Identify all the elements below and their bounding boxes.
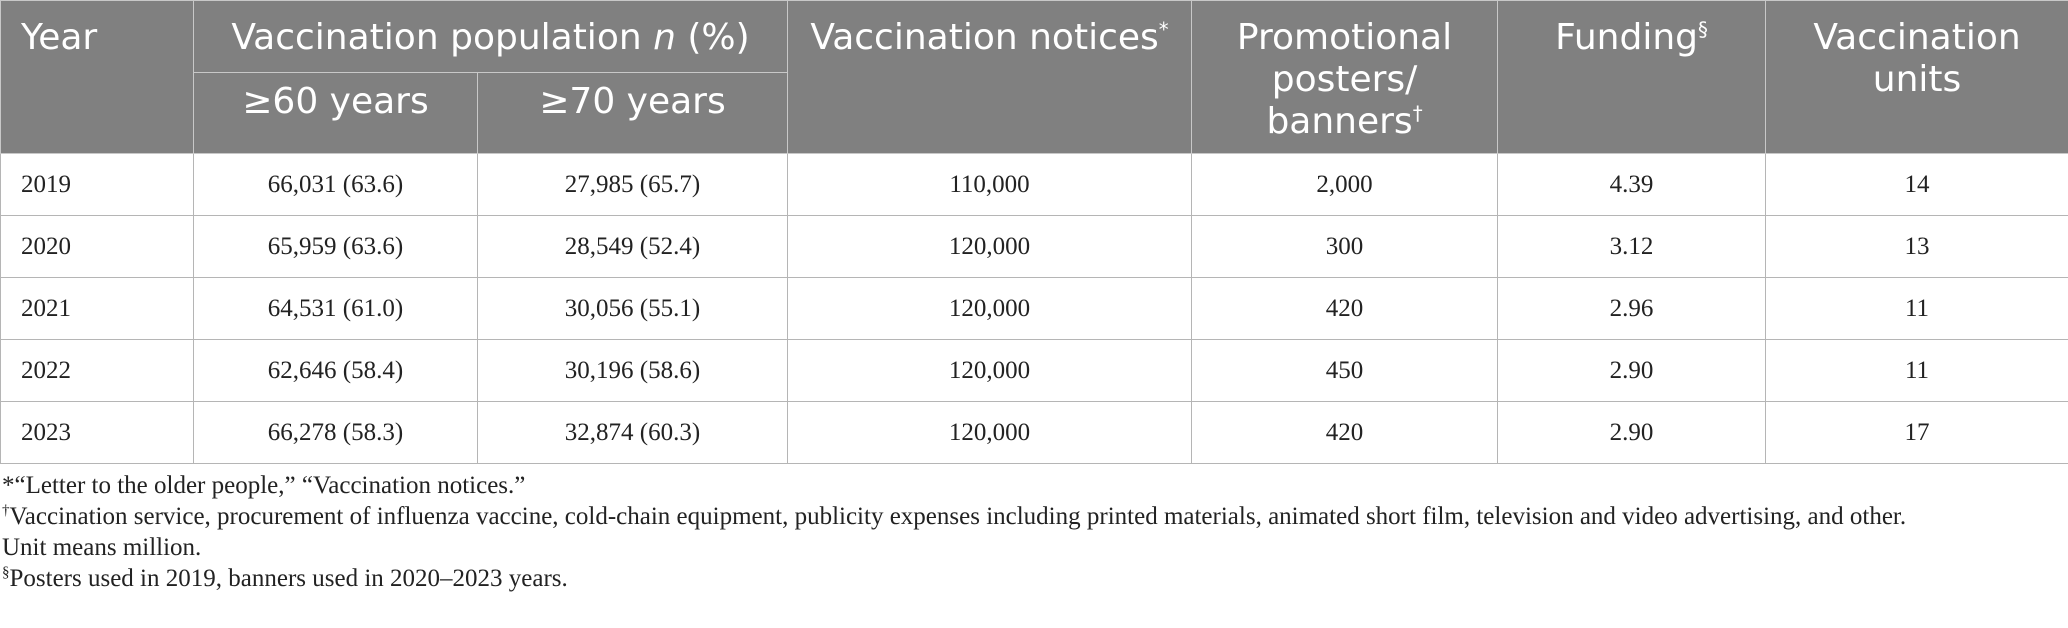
cell-funding: 3.12 — [1498, 216, 1766, 278]
cell-age60: 66,031 (63.6) — [194, 154, 478, 216]
cell-age70: 28,549 (52.4) — [478, 216, 788, 278]
cell-posters: 420 — [1192, 278, 1498, 340]
table-header — [1, 1, 2068, 154]
table-row — [1, 278, 2068, 340]
cell-age60: 62,646 (58.4) — [194, 340, 478, 402]
cell-year: 2019 — [1, 154, 194, 216]
cell-units: 14 — [1766, 154, 2068, 216]
cell-units: 17 — [1766, 402, 2068, 464]
header-promotional-materials: Promotional posters/ banners† — [1192, 1, 1498, 154]
footnotes — [2, 470, 1906, 594]
cell-funding: 4.39 — [1498, 154, 1766, 216]
cell-year: 2023 — [1, 402, 194, 464]
table-row — [1, 402, 2068, 464]
cell-age70: 30,196 (58.6) — [478, 340, 788, 402]
header-vaccination-notices: Vaccination notices* — [788, 1, 1192, 154]
cell-funding: 2.90 — [1498, 402, 1766, 464]
footnote-3: §Posters used in 2019, banners used in 2020–2023 years. — [2, 564, 568, 592]
cell-posters: 2,000 — [1192, 154, 1498, 216]
cell-age60: 66,278 (58.3) — [194, 402, 478, 464]
cell-notices: 120,000 — [788, 216, 1192, 278]
cell-notices: 110,000 — [788, 154, 1192, 216]
cell-age70: 27,985 (65.7) — [478, 154, 788, 216]
cell-age70: 32,874 (60.3) — [478, 402, 788, 464]
cell-posters: 420 — [1192, 402, 1498, 464]
cell-funding: 2.96 — [1498, 278, 1766, 340]
cell-age60: 65,959 (63.6) — [194, 216, 478, 278]
cell-notices: 120,000 — [788, 340, 1192, 402]
header-vaccination-population: Vaccination population n (%) — [194, 1, 788, 73]
header-vaccination-units: Vaccination units — [1766, 1, 2068, 154]
table-row — [1, 154, 2068, 216]
cell-year: 2021 — [1, 278, 194, 340]
cell-age70: 30,056 (55.1) — [478, 278, 788, 340]
cell-age60: 64,531 (61.0) — [194, 278, 478, 340]
footnote-2: †Vaccination service, procurement of influenza vaccine, cold-chain equipment, publicity expenses including printed materials, animated short film, television and video advertising, and other. — [2, 502, 1907, 530]
cell-funding: 2.90 — [1498, 340, 1766, 402]
cell-posters: 300 — [1192, 216, 1498, 278]
header-age-60: ≥60 years — [194, 73, 478, 154]
cell-units: 11 — [1766, 278, 2068, 340]
cell-units: 11 — [1766, 340, 2068, 402]
table-body — [1, 154, 2068, 464]
cell-year: 2022 — [1, 340, 194, 402]
cell-notices: 120,000 — [788, 402, 1192, 464]
cell-year: 2020 — [1, 216, 194, 278]
cell-notices: 120,000 — [788, 278, 1192, 340]
cell-units: 13 — [1766, 216, 2068, 278]
cell-posters: 450 — [1192, 340, 1498, 402]
header-funding: Funding§ — [1498, 1, 1766, 154]
table-row — [1, 216, 2068, 278]
table-row — [1, 340, 2068, 402]
footnote-1: *“Letter to the older people,” “Vaccination notices.” — [2, 472, 526, 499]
header-age-70: ≥70 years — [478, 73, 788, 154]
header-year: Year — [1, 1, 194, 154]
footnote-2-unit: Unit means million. — [2, 534, 202, 561]
